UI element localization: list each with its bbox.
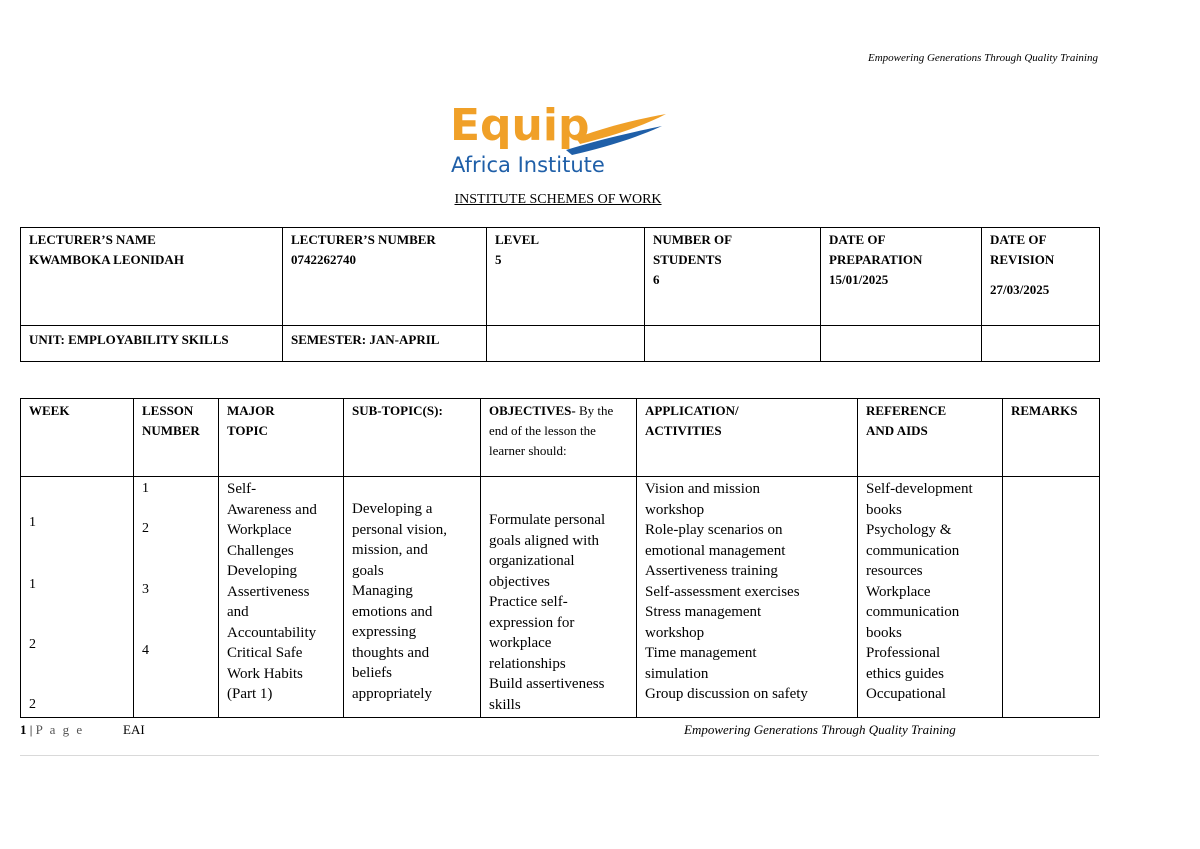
empty-cell bbox=[645, 326, 821, 362]
header-remarks: REMARKS bbox=[1003, 399, 1100, 477]
page-word: P a g e bbox=[35, 722, 85, 737]
major-topic-line: and bbox=[227, 604, 249, 620]
activity-line: Vision and mission bbox=[645, 481, 760, 497]
lecturer-number-cell bbox=[283, 228, 487, 326]
header-reference bbox=[858, 399, 1003, 477]
lesson-value: 3 bbox=[142, 582, 149, 597]
objectives-list bbox=[489, 479, 628, 715]
header-major-line2: TOPIC bbox=[227, 423, 268, 438]
subtopic-line: expressing bbox=[352, 624, 417, 640]
header-lesson-line1: LESSON bbox=[142, 403, 194, 418]
page-separator: | bbox=[26, 722, 36, 737]
activity-line: Stress management bbox=[645, 604, 762, 620]
activities-list bbox=[645, 479, 849, 705]
header-objectives-bold: OBJECTIVES- bbox=[489, 403, 576, 418]
revision-date-cell bbox=[982, 228, 1100, 326]
lecturer-number-label: LECTURER’S NUMBER bbox=[291, 232, 436, 247]
reference-line: communication bbox=[866, 604, 960, 620]
equip-africa-logo bbox=[448, 96, 668, 178]
revision-date-value: 27/03/2025 bbox=[990, 282, 1050, 297]
header-objectives-rest: By the end of the lesson the learner should: bbox=[489, 403, 614, 458]
header-tagline: Empowering Generations Through Quality Training bbox=[868, 52, 1098, 64]
header-reference-line1: REFERENCE bbox=[866, 403, 947, 418]
semester-cell: SEMESTER: JAN-APRIL bbox=[283, 326, 487, 362]
page-number: 1 bbox=[20, 722, 27, 737]
lecturer-info-table bbox=[20, 227, 1100, 362]
objective-line: Practice self- bbox=[489, 594, 568, 610]
activity-line: workshop bbox=[645, 624, 705, 641]
students-label-line2: STUDENTS bbox=[653, 252, 722, 267]
footer-tagline: Empowering Generations Through Quality Training bbox=[684, 722, 956, 737]
objective-line: goals aligned with bbox=[489, 532, 599, 549]
week-value: 2 bbox=[29, 697, 36, 712]
subtopic-line: emotions and bbox=[352, 603, 433, 620]
lecturer-name-label: LECTURER’S NAME bbox=[29, 232, 156, 247]
document-title: INSTITUTE SCHEMES OF WORK bbox=[454, 192, 662, 207]
reference-line: books bbox=[866, 624, 902, 641]
lesson-value: 2 bbox=[142, 521, 149, 536]
major-topic-line: Awareness and bbox=[227, 501, 317, 518]
subtopic-line: beliefs bbox=[352, 665, 392, 681]
empty-cell bbox=[821, 326, 982, 362]
students-value: 6 bbox=[653, 272, 660, 287]
footer-org: EAI bbox=[123, 722, 145, 737]
header-subtopics: SUB-TOPIC(S): bbox=[344, 399, 481, 477]
lecturer-name-value: KWAMBOKA LEONIDAH bbox=[29, 252, 184, 267]
objective-line: expression for bbox=[489, 614, 575, 631]
major-topic-list bbox=[227, 479, 335, 705]
preparation-label-line1: DATE OF bbox=[829, 232, 886, 247]
activity-line: emotional management bbox=[645, 542, 786, 559]
reference-line: resources bbox=[866, 563, 923, 579]
level-label: LEVEL bbox=[495, 232, 540, 247]
activities-cell bbox=[637, 477, 858, 718]
reference-line: ethics guides bbox=[866, 665, 944, 682]
page-indicator bbox=[20, 722, 84, 738]
level-value: 5 bbox=[495, 252, 502, 267]
header-application-line2: ACTIVITIES bbox=[645, 423, 722, 438]
reference-line: Psychology & bbox=[866, 522, 952, 538]
header-application bbox=[637, 399, 858, 477]
students-cell bbox=[645, 228, 821, 326]
header-objectives bbox=[481, 399, 637, 477]
header-application-line1: APPLICATION/ bbox=[645, 403, 739, 418]
header-major-line1: MAJOR bbox=[227, 403, 275, 418]
unit-cell: UNIT: EMPLOYABILITY SKILLS bbox=[21, 326, 283, 362]
objective-line: Build assertiveness bbox=[489, 676, 605, 692]
page-footer bbox=[20, 722, 1099, 742]
revision-label-line2: REVISION bbox=[990, 252, 1055, 267]
subtopic-line: Developing a bbox=[352, 501, 433, 517]
preparation-label-line2: PREPARATION bbox=[829, 252, 923, 267]
subtopic-line: mission, and bbox=[352, 542, 428, 558]
table-row bbox=[21, 477, 1100, 718]
lesson-value: 1 bbox=[142, 481, 149, 496]
remarks-cell bbox=[1003, 477, 1100, 718]
references-cell bbox=[858, 477, 1003, 718]
subtopics-list bbox=[352, 479, 472, 704]
objective-line: objectives bbox=[489, 573, 550, 590]
header-week: WEEK bbox=[21, 399, 134, 477]
empty-cell bbox=[982, 326, 1100, 362]
lesson-value: 4 bbox=[142, 643, 149, 658]
footer-divider bbox=[20, 755, 1099, 756]
activity-line: Assertiveness training bbox=[645, 563, 778, 579]
subtopic-line: Managing bbox=[352, 583, 413, 599]
activity-line: Self-assessment exercises bbox=[645, 583, 800, 600]
header-lesson bbox=[134, 399, 219, 477]
major-topic-line: Assertiveness bbox=[227, 583, 310, 600]
activity-line: workshop bbox=[645, 501, 705, 518]
week-cell bbox=[21, 477, 134, 718]
objectives-cell bbox=[481, 477, 637, 718]
level-cell bbox=[487, 228, 645, 326]
reference-line: communication bbox=[866, 542, 960, 559]
revision-label-line1: DATE OF bbox=[990, 232, 1047, 247]
major-topic-cell bbox=[219, 477, 344, 718]
major-topic-line: Challenges bbox=[227, 542, 294, 559]
objective-line: organizational bbox=[489, 553, 575, 569]
subtopic-line: appropriately bbox=[352, 685, 432, 702]
reference-line: Self-development bbox=[866, 481, 973, 497]
table-header-row bbox=[21, 399, 1100, 477]
activity-line: Role-play scenarios on bbox=[645, 522, 783, 538]
reference-line: Workplace bbox=[866, 583, 931, 600]
major-topic-line: Self- bbox=[227, 481, 257, 497]
scheme-of-work-table bbox=[20, 398, 1100, 718]
header-major-topic bbox=[219, 399, 344, 477]
reference-line: books bbox=[866, 501, 902, 518]
lesson-cell bbox=[134, 477, 219, 718]
major-topic-line: (Part 1) bbox=[227, 686, 273, 702]
lecturer-number-value: 0742262740 bbox=[291, 252, 356, 267]
empty-cell bbox=[487, 326, 645, 362]
activity-line: simulation bbox=[645, 665, 709, 682]
preparation-date-value: 15/01/2025 bbox=[829, 272, 889, 287]
logo-subtitle: Africa Institute bbox=[451, 153, 605, 177]
objective-line: workplace bbox=[489, 635, 552, 651]
header-lesson-line2: NUMBER bbox=[142, 423, 200, 438]
objective-line: skills bbox=[489, 696, 521, 713]
subtopics-cell bbox=[344, 477, 481, 718]
week-value: 1 bbox=[29, 515, 36, 530]
reference-line: Professional bbox=[866, 645, 941, 661]
preparation-date-cell bbox=[821, 228, 982, 326]
objective-line: Formulate personal bbox=[489, 512, 606, 528]
logo-word: Equip bbox=[450, 100, 590, 151]
week-value: 2 bbox=[29, 637, 36, 652]
major-topic-line: Work Habits bbox=[227, 665, 303, 682]
major-topic-line: Workplace bbox=[227, 522, 292, 538]
subtopic-line: personal vision, bbox=[352, 521, 447, 538]
major-topic-line: Developing bbox=[227, 563, 297, 579]
activity-line: Time management bbox=[645, 645, 757, 661]
major-topic-line: Accountability bbox=[227, 624, 317, 641]
activity-line: Group discussion on safety bbox=[645, 686, 808, 702]
major-topic-line: Critical Safe bbox=[227, 645, 303, 661]
subtopic-line: goals bbox=[352, 562, 384, 579]
objective-line: relationships bbox=[489, 655, 566, 672]
week-value: 1 bbox=[29, 577, 36, 592]
students-label-line1: NUMBER OF bbox=[653, 232, 733, 247]
reference-line: Occupational bbox=[866, 686, 946, 702]
subtopic-line: thoughts and bbox=[352, 644, 430, 661]
lecturer-name-cell bbox=[21, 228, 283, 326]
header-reference-line2: AND AIDS bbox=[866, 423, 928, 438]
references-list bbox=[866, 479, 994, 705]
